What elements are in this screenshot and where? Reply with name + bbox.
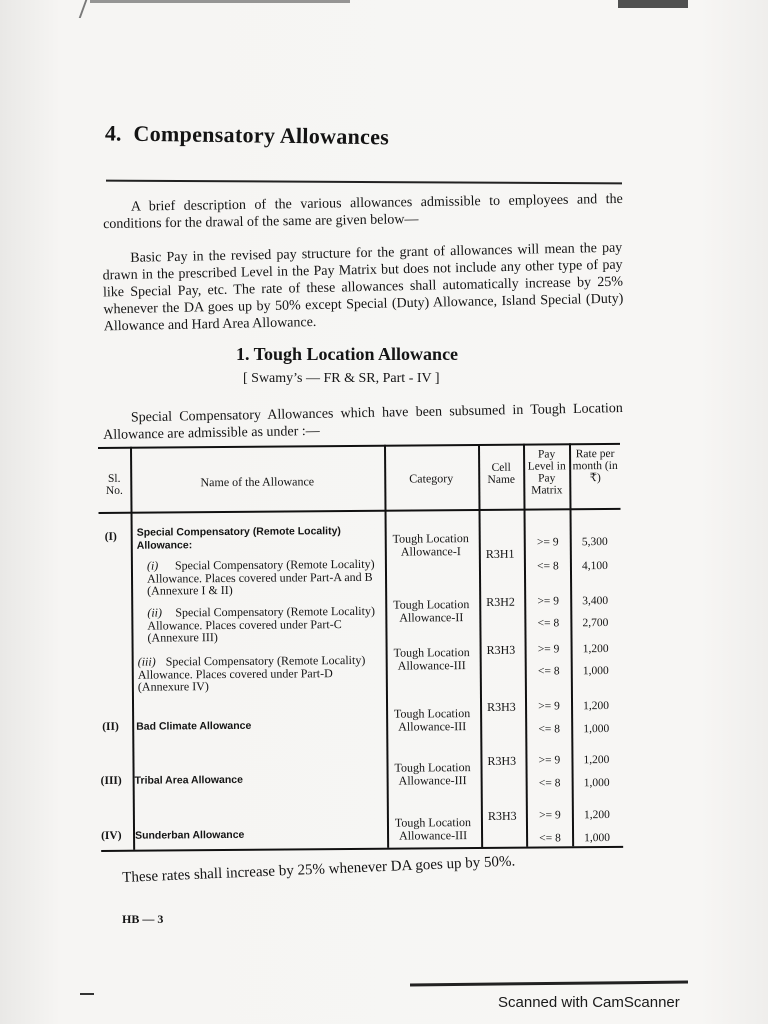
pay-level: <= 8 (539, 832, 561, 845)
pay-level: >= 9 (537, 595, 560, 608)
rate-value: 1,000 (584, 831, 611, 845)
header-rate: Rate per month (in ₹) (572, 447, 618, 485)
cell-name-3: R3H3 (486, 642, 516, 657)
scan-edge-mark (618, 0, 688, 8)
subsection-reference: [ Swamy’s — FR & SR, Part - IV ] (243, 371, 440, 386)
row-name-3: Tribal Area Allowance (134, 773, 244, 787)
rate-value: 1,000 (583, 776, 610, 790)
intro-paragraph-text: A brief description of the various allowances admissible to employees and the conditions for the drawal of the same are given below— (103, 191, 623, 233)
scan-edge-mark (80, 993, 94, 995)
category-4: Tough Location Allowance-III (393, 706, 471, 734)
footer-note: These rates shall increase by 25% whenever DA goes up by 50%. (122, 853, 516, 886)
pay-level: >= 9 (536, 536, 559, 549)
row-sl-1: (I) (104, 530, 117, 543)
subitem-text: Special Compensatory (Remote Locality) Allowance. Places covered under Part-A and B (Annexure I & II) (146, 556, 375, 598)
table-column-divider (478, 444, 483, 847)
subitem-2 (147, 605, 379, 644)
section-number: 4. (104, 120, 122, 146)
cell-name-4: R3H3 (486, 699, 516, 714)
category-2: Tough Location Allowance-II (393, 597, 470, 625)
category-6: Tough Location Allowance-III (394, 815, 472, 843)
pay-level: >= 9 (538, 754, 561, 767)
rate-value: 5,300 (581, 536, 608, 549)
header-sl-no: Sl. No. (105, 472, 123, 497)
cell-name-1: R3H1 (485, 546, 515, 561)
subitem-text: Special Compensatory (Remote Locality) Allowance. Places covered under Part-D (Annexure IV) (137, 652, 366, 694)
page-number: HB — 3 (122, 912, 164, 926)
pay-level: <= 8 (538, 777, 561, 790)
subitem-index: (iii) (137, 654, 156, 669)
header-allowance-name: Name of the Allowance (200, 474, 315, 490)
cell-name-6: R3H3 (487, 808, 517, 823)
table-column-divider (130, 447, 135, 850)
subitem-index: (ii) (147, 605, 163, 620)
basic-pay-paragraph (102, 240, 624, 336)
rate-value: 4,100 (581, 559, 608, 573)
header-category: Category (409, 471, 454, 486)
pay-level: >= 9 (539, 809, 561, 822)
category-1: Tough Location Allowance-I (392, 531, 469, 559)
rate-value: 1,000 (583, 722, 610, 736)
row-name-2: Bad Climate Allowance (136, 719, 252, 733)
rate-value: 1,200 (583, 808, 610, 822)
table-bottom-rule (101, 846, 623, 852)
row-sl-2: (II) (102, 720, 119, 733)
rate-value: 1,200 (582, 642, 609, 656)
row-sl-4: (IV) (101, 829, 122, 842)
category-5: Tough Location Allowance-III (394, 760, 471, 788)
subitem-index: (i) (146, 558, 159, 573)
pay-level: <= 8 (537, 560, 559, 573)
row-name-4: Sunderban Allowance (135, 828, 245, 842)
scan-edge-mark (90, 0, 350, 3)
subitem-1 (147, 558, 379, 597)
pay-level: <= 8 (538, 723, 561, 736)
rate-value: 1,200 (583, 753, 610, 767)
subsection-title: 1. Tough Location Allowance (236, 344, 459, 364)
subitem-3 (138, 654, 380, 693)
section-title: Compensatory Allowances (133, 120, 390, 150)
pay-level: >= 9 (537, 643, 560, 656)
scanner-watermark: Scanned with CamScanner (498, 994, 680, 1011)
rate-value: 1,200 (583, 699, 610, 713)
pay-level: <= 8 (537, 665, 560, 678)
pay-level: <= 8 (537, 617, 560, 630)
allowance-table (98, 443, 625, 867)
table-header-rule (99, 508, 621, 514)
header-pay-level: Pay Level in Pay Matrix (527, 448, 566, 497)
subitem-text: Special Compensatory (Remote Locality) Allowance. Places covered under Part-C (Annexure III) (147, 603, 375, 645)
table-intro-text: Special Compensatory Allowances which have been subsumed in Tough Location Allowance are admissible as under :— (103, 401, 623, 443)
rate-value: 3,400 (582, 594, 609, 608)
rate-value: 1,000 (582, 664, 609, 678)
rate-value: 2,700 (582, 616, 609, 630)
row-name-1: Special Compensatory (Remote Locality) Allowance: (136, 525, 341, 552)
category-3: Tough Location Allowance-III (393, 645, 470, 673)
header-cell-name: Cell Name (487, 461, 516, 486)
cell-name-2: R3H2 (486, 594, 515, 609)
basic-pay-paragraph-text: Basic Pay in the revised pay structure for the grant of allowances will mean the pay drawn in the prescribed Level in the Pay Matrix but does not include any other type of pay like Special Pay, etc. The rate of these allowances shall automatically increase by 25% whenever the DA goes up by 50% except Special (Duty) Allowance, Island Special (Duty) Allowance and Hard Area Allowance. (102, 240, 624, 335)
cell-name-5: R3H3 (487, 753, 517, 768)
pay-level: >= 9 (538, 700, 560, 713)
row-sl-3: (III) (100, 774, 122, 787)
